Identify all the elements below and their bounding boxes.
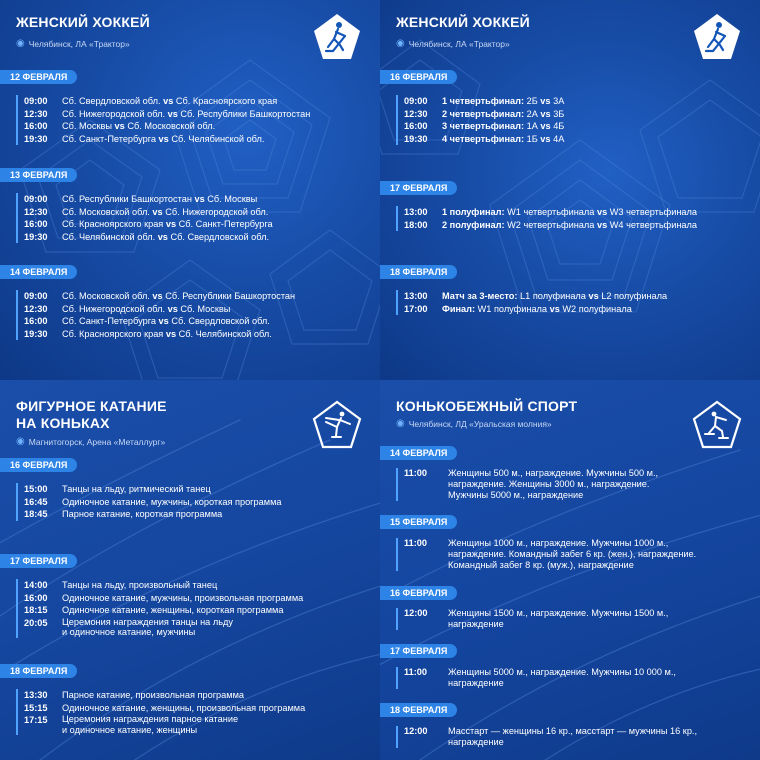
day-events <box>396 608 752 630</box>
list-item: 11:00 Женщины 1000 м., награждение. Мужчины 1000 м., награждение. Командный забег 6 кр. (жен.), награждение. Командный забег 8 кр. (муж.), награждение <box>396 538 752 571</box>
hockey-player-icon <box>692 12 742 62</box>
location-text: Магнитогорск, Арена «Металлург» <box>28 436 166 447</box>
day-events <box>396 726 752 748</box>
list-item: 11:00 Женщины 5000 м., награждение. Мужчины 10 000 м., награждение <box>396 667 752 689</box>
location <box>396 418 552 429</box>
day-events <box>16 95 372 145</box>
list-item: 12:30 Сб. Нижегородской обл. vs Сб. Москвы <box>16 303 372 316</box>
day-events <box>396 468 752 501</box>
list-item: 16:00 Сб. Санкт-Петербурга vs Сб. Свердловской обл. <box>16 315 372 328</box>
list-item: 19:30 Сб. Санкт-Петербурга vs Сб. Челябинской обл. <box>16 133 372 146</box>
location-text: Челябинск, ЛД «Уральская молния» <box>408 418 552 429</box>
day-header: 16 ФЕВРАЛЯ <box>380 70 457 84</box>
location-pin-icon: ◉ <box>396 38 405 49</box>
list-item: 18:00 2 полуфинал: W2 четвертьфинала vs W4 четвертьфинала <box>396 219 752 232</box>
list-item: 12:30 Сб. Московской обл. vs Сб. Нижегородской обл. <box>16 206 372 219</box>
list-item: 15:15 Одиночное катание, женщины, произвольная программа <box>16 702 372 715</box>
location <box>16 436 165 447</box>
day-header: 18 ФЕВРАЛЯ <box>0 664 77 678</box>
day-events <box>396 667 752 689</box>
list-item: 18:15 Одиночное катание, женщины, короткая программа <box>16 604 372 617</box>
location-text: Челябинск, ЛА «Трактор» <box>408 38 510 49</box>
day-events <box>396 538 752 571</box>
day-header: 17 ФЕВРАЛЯ <box>380 644 457 658</box>
day-header: 16 ФЕВРАЛЯ <box>0 458 77 472</box>
list-item: 15:00 Танцы на льду, ритмический танец <box>16 483 372 496</box>
day-events <box>396 290 752 315</box>
panel-hockey-playoffs <box>380 0 760 380</box>
figure-skater-icon <box>312 400 362 450</box>
list-item: 16:45 Одиночное катание, мужчины, короткая программа <box>16 496 372 509</box>
panel-title: ЖЕНСКИЙ ХОККЕЙ <box>396 14 530 30</box>
day-header: 14 ФЕВРАЛЯ <box>0 265 77 279</box>
list-item: 16:00 Одиночное катание, мужчины, произвольная программа <box>16 592 372 605</box>
location-pin-icon: ◉ <box>396 418 405 429</box>
day-events <box>16 193 372 243</box>
day-header: 17 ФЕВРАЛЯ <box>0 554 77 568</box>
list-item: 13:00 1 полуфинал: W1 четвертьфинала vs W3 четвертьфинала <box>396 206 752 219</box>
list-item: 12:00 Масстарт — женщины 16 кр., масстарт — мужчины 16 кр., награждение <box>396 726 752 748</box>
day-events <box>16 579 372 638</box>
panel-hockey-group-stage <box>0 0 380 380</box>
panel-title: КОНЬКОБЕЖНЫЙ СПОРТ <box>396 398 578 414</box>
speed-skater-icon <box>692 400 742 450</box>
list-item: 19:30 Сб. Красноярского края vs Сб. Челябинской обл. <box>16 328 372 341</box>
list-item: 19:30 Сб. Челябинской обл. vs Сб. Свердловской обл. <box>16 231 372 244</box>
panel-title: ЖЕНСКИЙ ХОККЕЙ <box>16 14 150 30</box>
day-header: 17 ФЕВРАЛЯ <box>380 181 457 195</box>
panel-speed-skating <box>380 380 760 760</box>
list-item: 14:00 Танцы на льду, произвольный танец <box>16 579 372 592</box>
day-header: 13 ФЕВРАЛЯ <box>0 168 77 182</box>
list-item: 16:00 Сб. Красноярского края vs Сб. Санкт-Петербурга <box>16 218 372 231</box>
location <box>16 38 130 49</box>
day-events <box>396 95 752 145</box>
hockey-player-icon <box>312 12 362 62</box>
location-pin-icon: ◉ <box>16 38 25 49</box>
list-item: 18:45 Парное катание, короткая программа <box>16 508 372 521</box>
list-item: 16:00 Сб. Москвы vs Сб. Московской обл. <box>16 120 372 133</box>
list-item: 19:30 4 четвертьфинал: 1Б vs 4А <box>396 133 752 146</box>
list-item: 09:00 1 четвертьфинал: 2Б vs 3А <box>396 95 752 108</box>
list-item: 20:05 Церемония награждения танцы на льду и одиночное катание, мужчины <box>16 617 372 638</box>
list-item: 13:30 Парное катание, произвольная программа <box>16 689 372 702</box>
list-item: 09:00 Сб. Республики Башкортостан vs Сб. Москвы <box>16 193 372 206</box>
day-events <box>16 290 372 340</box>
list-item: 09:00 Сб. Свердловской обл. vs Сб. Красноярского края <box>16 95 372 108</box>
list-item: 12:30 2 четвертьфинал: 2А vs 3Б <box>396 108 752 121</box>
day-header: 18 ФЕВРАЛЯ <box>380 703 457 717</box>
list-item: 11:00 Женщины 500 м., награждение. Мужчины 500 м., награждение. Женщины 3000 м., награждение. Мужчины 5000 м., награждение <box>396 468 752 501</box>
day-header: 12 ФЕВРАЛЯ <box>0 70 77 84</box>
list-item: 12:30 Сб. Нижегородской обл. vs Сб. Республики Башкортостан <box>16 108 372 121</box>
list-item: 16:00 3 четвертьфинал: 1А vs 4Б <box>396 120 752 133</box>
location-pin-icon: ◉ <box>16 436 25 447</box>
panel-figure-skating <box>0 380 380 760</box>
day-header: 16 ФЕВРАЛЯ <box>380 586 457 600</box>
list-item: 17:15 Церемония награждения парное катание и одиночное катание, женщины <box>16 714 372 735</box>
list-item: 09:00 Сб. Московской обл. vs Сб. Республики Башкортостан <box>16 290 372 303</box>
day-header: 18 ФЕВРАЛЯ <box>380 265 457 279</box>
location <box>396 38 510 49</box>
list-item: 17:00 Финал: W1 полуфинала vs W2 полуфинала <box>396 303 752 316</box>
panel-title: ФИГУРНОЕ КАТАНИЕ НА КОНЬКАХ <box>16 398 167 431</box>
location-text: Челябинск, ЛА «Трактор» <box>28 38 130 49</box>
day-events <box>16 483 372 521</box>
day-events <box>16 689 372 735</box>
day-header: 14 ФЕВРАЛЯ <box>380 446 457 460</box>
day-events <box>396 206 752 231</box>
list-item: 13:00 Матч за 3-место: L1 полуфинала vs L2 полуфинала <box>396 290 752 303</box>
day-header: 15 ФЕВРАЛЯ <box>380 515 457 529</box>
list-item: 12:00 Женщины 1500 м., награждение. Мужчины 1500 м., награждение <box>396 608 752 630</box>
